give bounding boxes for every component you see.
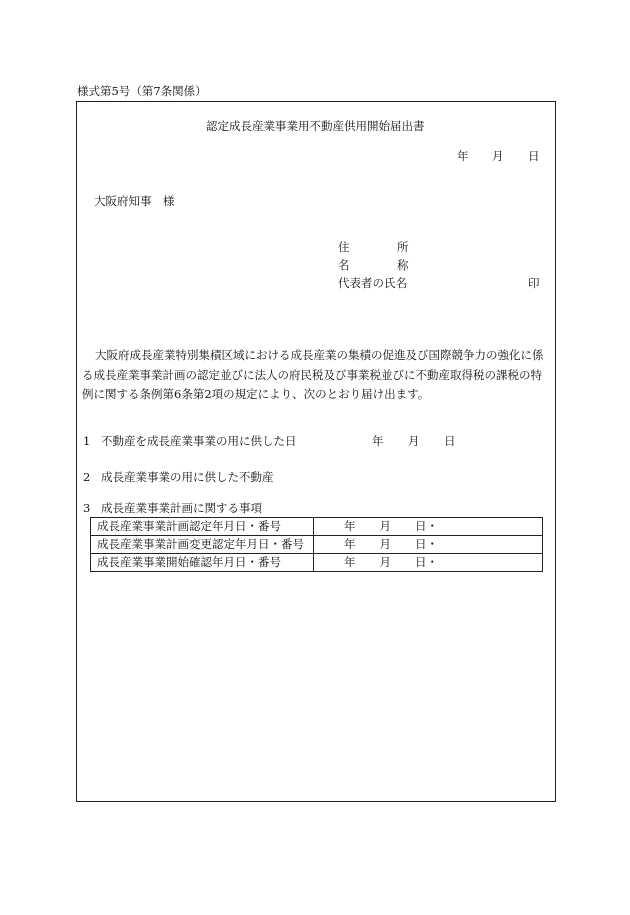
table-row-date: 年 月 日・ bbox=[314, 554, 543, 572]
table-row-label: 成長産業事業計画認定年月日・番号 bbox=[91, 518, 314, 536]
table-row bbox=[91, 554, 543, 572]
date-day-label: 日 bbox=[528, 149, 540, 163]
document-title: 認定成長産業事業用不動産供用開始届出書 bbox=[206, 119, 425, 133]
intro-paragraph: 大阪府成長産業特別集積区域における成長産業の集積の促進及び国際競争力の強化に係る成長産業事業計画の認定並びに法人の府民税及び事業税並びに不動産取得税の課税の特例に関する条例第6条第2項の規定により、次のとおり届け出ます。 bbox=[82, 348, 544, 401]
item-1-label: 不動産を成長産業事業の用に供した日 bbox=[101, 434, 297, 448]
address-label-char-1: 住 bbox=[338, 240, 350, 254]
item-1-day: 日 bbox=[444, 434, 456, 448]
date-month-label: 月 bbox=[492, 149, 504, 163]
addressee: 大阪府知事 様 bbox=[94, 194, 175, 208]
date-year-label: 年 bbox=[457, 149, 469, 163]
form-number-label: 様式第5号（第7条関係） bbox=[77, 84, 207, 98]
name-label-char-2: 称 bbox=[397, 258, 409, 272]
item-3-number: 3 bbox=[83, 501, 91, 515]
table-row-label: 成長産業事業開始確認年月日・番号 bbox=[91, 554, 314, 572]
table-row bbox=[91, 518, 543, 536]
table-row-date: 年 月 日・ bbox=[314, 536, 543, 554]
seal-mark-label: 印 bbox=[528, 276, 540, 290]
table-row-date: 年 月 日・ bbox=[314, 518, 543, 536]
plan-matters-table bbox=[90, 517, 543, 572]
name-label-char-1: 名 bbox=[338, 258, 350, 272]
item-2-number: 2 bbox=[83, 470, 91, 484]
item-3-label: 成長産業事業計画に関する事項 bbox=[101, 501, 262, 515]
item-1-number: 1 bbox=[83, 434, 91, 448]
item-1-year: 年 bbox=[372, 434, 384, 448]
item-1-month: 月 bbox=[408, 434, 420, 448]
representative-name-label: 代表者の氏名 bbox=[338, 276, 407, 290]
address-label-char-2: 所 bbox=[397, 240, 409, 254]
table-row-label: 成長産業事業計画変更認定年月日・番号 bbox=[91, 536, 314, 554]
table-row bbox=[91, 536, 543, 554]
item-2-label: 成長産業事業の用に供した不動産 bbox=[101, 470, 274, 484]
